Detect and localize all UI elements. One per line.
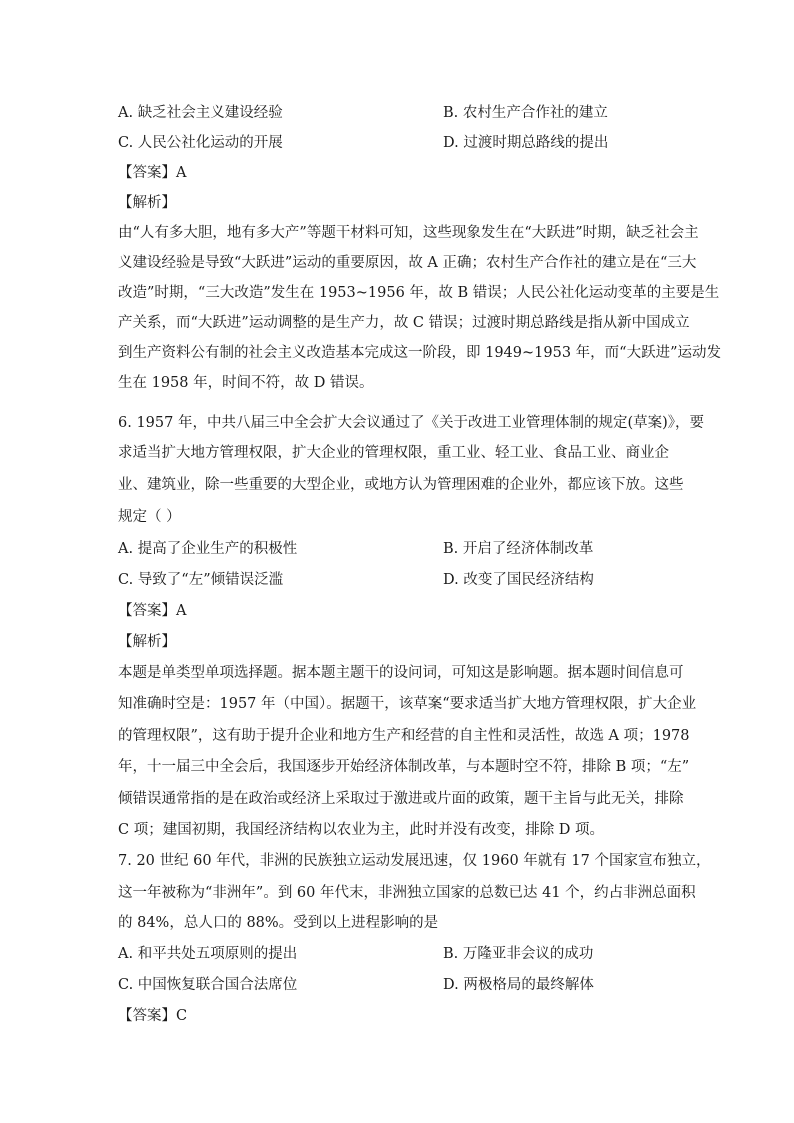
- q5-option-d: D. 过渡时期总路线的提出: [443, 135, 609, 151]
- q7-answer: 【答案】C: [118, 1008, 188, 1024]
- q6-option-c: C. 导致了“左”倾错误泛滥: [118, 572, 284, 588]
- q5-option-c: C. 人民公社化运动的开展: [118, 135, 283, 151]
- q6-analysis-line: 年，十一届三中全会后，我国逐步开始经济体制改革，与本题时空不符，排除 B 项；“左”: [118, 759, 690, 775]
- q7-stem-line: 的 84%，总人口的 88%。受到以上进程影响的是: [118, 915, 439, 931]
- q7-option-b: B. 万隆亚非会议的成功: [443, 946, 594, 962]
- q5-analysis-line: 由“人有多大胆，地有多大产”等题干材料可知，这些现象发生在“大跃进”时期，缺乏社会主: [118, 225, 699, 241]
- q6-option-a: A. 提高了企业生产的积极性: [118, 541, 298, 557]
- q5-analysis-line: 到生产资料公有制的社会主义改造基本完成这一阶段，即 1949~1953 年，而“大跃进”运动发: [118, 345, 721, 361]
- q6-stem-line: 求适当扩大地方管理权限，扩大企业的管理权限，重工业、轻工业、食品工业、商业企: [118, 445, 669, 461]
- q5-analysis-line: 义建设经验是导致“大跃进”运动的重要原因，故 A 正确；农村生产合作社的建立是在“三大: [118, 255, 697, 271]
- q7-option-c: C. 中国恢复联合国合法席位: [118, 977, 298, 993]
- q7-stem-line: 7. 20 世纪 60 年代，非洲的民族独立运动发展迅速，仅 1960 年就有 17 个国家宣布独立，: [118, 853, 711, 869]
- q6-stem-line: 业、建筑业，除一些重要的大型企业，或地方认为管理困难的企业外，都应该下放。这些: [118, 477, 684, 493]
- q6-option-d: D. 改变了国民经济结构: [443, 572, 594, 588]
- q6-stem-line: 规定（ ）: [118, 509, 181, 525]
- q5-analysis-line: 生在 1958 年，时间不符，故 D 错误。: [118, 375, 374, 391]
- q6-answer: 【答案】A: [118, 603, 187, 619]
- q5-analysis-line: 产关系，而“大跃进”运动调整的是生产力，故 C 错误；过渡时期总路线是指从新中国成立: [118, 315, 690, 331]
- q5-answer: 【答案】A: [118, 165, 187, 181]
- q6-analysis-line: 的管理权限”，这有助于提升企业和地方生产和经营的自主性和灵活性，故选 A 项；1978: [118, 728, 690, 744]
- q7-option-a: A. 和平共处五项原则的提出: [118, 946, 298, 962]
- q6-option-b: B. 开启了经济体制改革: [443, 541, 594, 557]
- q5-option-a: A. 缺乏社会主义建设经验: [118, 105, 283, 121]
- q7-option-d: D. 两极格局的最终解体: [443, 977, 594, 993]
- q6-analysis-line: 本题是单类型单项选择题。据本题主题干的设问词，可知这是影响题。据本题时间信息可: [118, 665, 684, 681]
- q6-stem-line: 6. 1957 年，中共八届三中全会扩大会议通过了《关于改进工业管理体制的规定(草案)》，要: [118, 415, 705, 431]
- q5-option-b: B. 农村生产合作社的建立: [443, 105, 608, 121]
- q6-analysis-line: 倾错误通常指的是在政治或经济上采取过于激进或片面的政策，题干主旨与此无关，排除: [118, 791, 684, 807]
- q6-analysis-label: 【解析】: [118, 634, 176, 650]
- q6-analysis-line: 知准确时空是：1957 年（中国）。据题干，该草案“要求适当扩大地方管理权限，扩大企业: [118, 696, 697, 712]
- q7-stem-line: 这一年被称为“非洲年”。到 60 年代末，非洲独立国家的总数已达 41 个，约占非洲总面积: [118, 885, 696, 901]
- q5-analysis-label: 【解析】: [118, 195, 176, 211]
- q6-analysis-line: C 项；建国初期，我国经济结构以农业为主，此时并没有改变，排除 D 项。: [118, 822, 605, 838]
- q5-analysis-line: 改造”时期，“三大改造”发生在 1953~1956 年，故 B 错误；人民公社化运动变革的主要是生: [118, 285, 720, 301]
